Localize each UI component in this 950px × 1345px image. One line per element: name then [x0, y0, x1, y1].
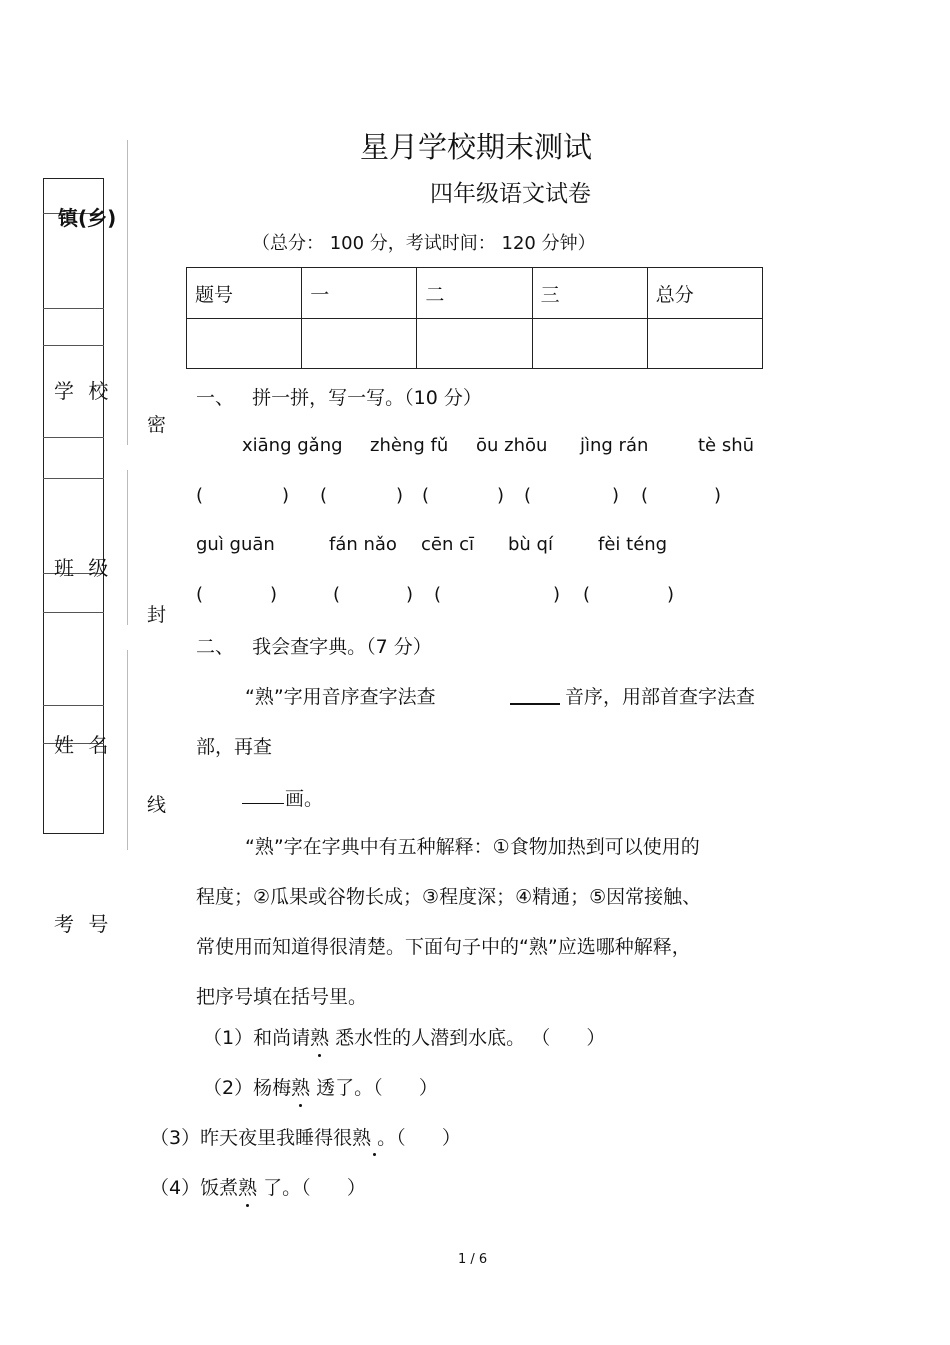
divider	[43, 612, 104, 613]
table-row	[187, 268, 763, 319]
table-header-cell: 总分	[647, 268, 762, 319]
question-text: “熟”字用音序查字法查	[245, 686, 436, 708]
page-subtitle: 四年级语文试卷	[430, 181, 591, 207]
side-label-class: 班 级	[54, 556, 113, 580]
answer-paren: (	[422, 485, 430, 506]
side-label-school: 学 校	[54, 379, 113, 403]
paragraph-line: 把序号填在括号里。	[196, 986, 368, 1008]
answer-blank[interactable]	[510, 703, 560, 705]
table-row	[187, 319, 763, 369]
section1-heading: 一、 拼一拼，写一写。（10 分）	[196, 387, 482, 409]
answer-paren: (	[583, 584, 591, 605]
list-item	[150, 1123, 461, 1150]
side-label-town: 镇(乡)	[58, 206, 117, 230]
question-text: 音序，用部首查字法查	[565, 686, 756, 708]
pinyin-item: zhèng fǔ	[370, 435, 449, 456]
pinyin-item: fán nǎo	[329, 534, 397, 555]
pinyin-item: guì guān	[196, 534, 275, 555]
answer-paren: )	[667, 584, 675, 605]
answer-paren: )	[282, 485, 290, 506]
score-table	[186, 267, 763, 369]
pinyin-item: cēn cī	[421, 534, 474, 555]
pinyin-item: bù qí	[508, 534, 553, 555]
answer-paren: )	[497, 485, 505, 506]
score-cell[interactable]	[647, 319, 762, 369]
pinyin-item: fèi téng	[598, 534, 668, 555]
answer-paren: )	[714, 485, 722, 506]
table-header-cell: 二	[417, 268, 532, 319]
answer-paren: (	[641, 485, 649, 506]
pinyin-item: xiāng gǎng	[242, 435, 343, 456]
seal-mi: 密	[147, 414, 167, 436]
emphasis-char: 熟	[310, 1023, 329, 1050]
side-label-exam-no: 考 号	[54, 912, 113, 936]
score-cell[interactable]	[532, 319, 647, 369]
answer-paren: (	[524, 485, 532, 506]
item-text: 透了。（ ）	[310, 1077, 438, 1099]
question-text: 画。	[285, 788, 324, 810]
paragraph-line: 常使用而知道得很清楚。下面句子中的“熟”应选哪种解释，	[196, 936, 691, 958]
pinyin-item: ōu zhōu	[476, 435, 548, 456]
page-title: 星月学校期末测试	[360, 130, 593, 164]
item-text: 悉水性的人潜到水底。 （ ）	[329, 1027, 606, 1049]
item-text: （3）昨天夜里我睡得很熟	[150, 1127, 372, 1149]
divider	[43, 478, 104, 479]
answer-paren: (	[333, 584, 341, 605]
score-cell[interactable]	[302, 319, 417, 369]
seal-line	[127, 470, 128, 625]
item-text: （1）和尚请	[203, 1027, 311, 1049]
answer-blank[interactable]	[242, 803, 284, 804]
paragraph-line: “熟”字在字典中有五种解释：①食物加热到可以使用的	[245, 836, 700, 858]
question-text: 部，再查	[196, 736, 273, 758]
answer-paren: )	[406, 584, 414, 605]
section2-heading: 二、 我会查字典。（7 分）	[196, 636, 432, 658]
divider	[43, 705, 104, 706]
pinyin-item: tè shū	[698, 435, 755, 456]
item-text: 。（ ）	[377, 1127, 461, 1149]
item-text: 了。（ ）	[257, 1177, 366, 1199]
list-item	[203, 1023, 605, 1050]
answer-paren: )	[612, 485, 620, 506]
table-header-cell: 一	[302, 268, 417, 319]
divider	[43, 345, 104, 346]
seal-line	[127, 650, 128, 850]
exam-meta: （总分： 100 分，考试时间： 120 分钟）	[252, 233, 596, 254]
answer-paren: )	[396, 485, 404, 506]
divider	[43, 437, 104, 438]
table-header-cell: 题号	[187, 268, 302, 319]
seal-xian: 线	[147, 794, 167, 816]
side-label-name: 姓 名	[54, 733, 113, 757]
paragraph-line: 程度；②瓜果或谷物长成；③程度深；④精通；⑤因常接触、	[196, 886, 702, 908]
emphasis-char: 熟	[238, 1173, 257, 1200]
emphasis-char	[371, 1127, 377, 1149]
answer-paren: )	[270, 584, 278, 605]
pinyin-item: jìng rán	[580, 435, 649, 456]
list-item	[203, 1073, 438, 1100]
answer-paren: (	[196, 485, 204, 506]
answer-paren: (	[320, 485, 328, 506]
score-cell[interactable]	[417, 319, 532, 369]
seal-line	[127, 140, 128, 445]
divider	[43, 308, 104, 309]
answer-paren: )	[553, 584, 561, 605]
table-header-cell: 三	[532, 268, 647, 319]
seal-feng: 封	[147, 604, 167, 626]
item-text: （4）饭煮	[150, 1177, 239, 1199]
emphasis-char: 熟	[291, 1073, 310, 1100]
item-text: （2）杨梅	[203, 1077, 292, 1099]
page-number: 1 / 6	[458, 1252, 488, 1267]
answer-paren: (	[434, 584, 442, 605]
score-cell[interactable]	[187, 319, 302, 369]
answer-paren: (	[196, 584, 204, 605]
list-item	[150, 1173, 366, 1200]
